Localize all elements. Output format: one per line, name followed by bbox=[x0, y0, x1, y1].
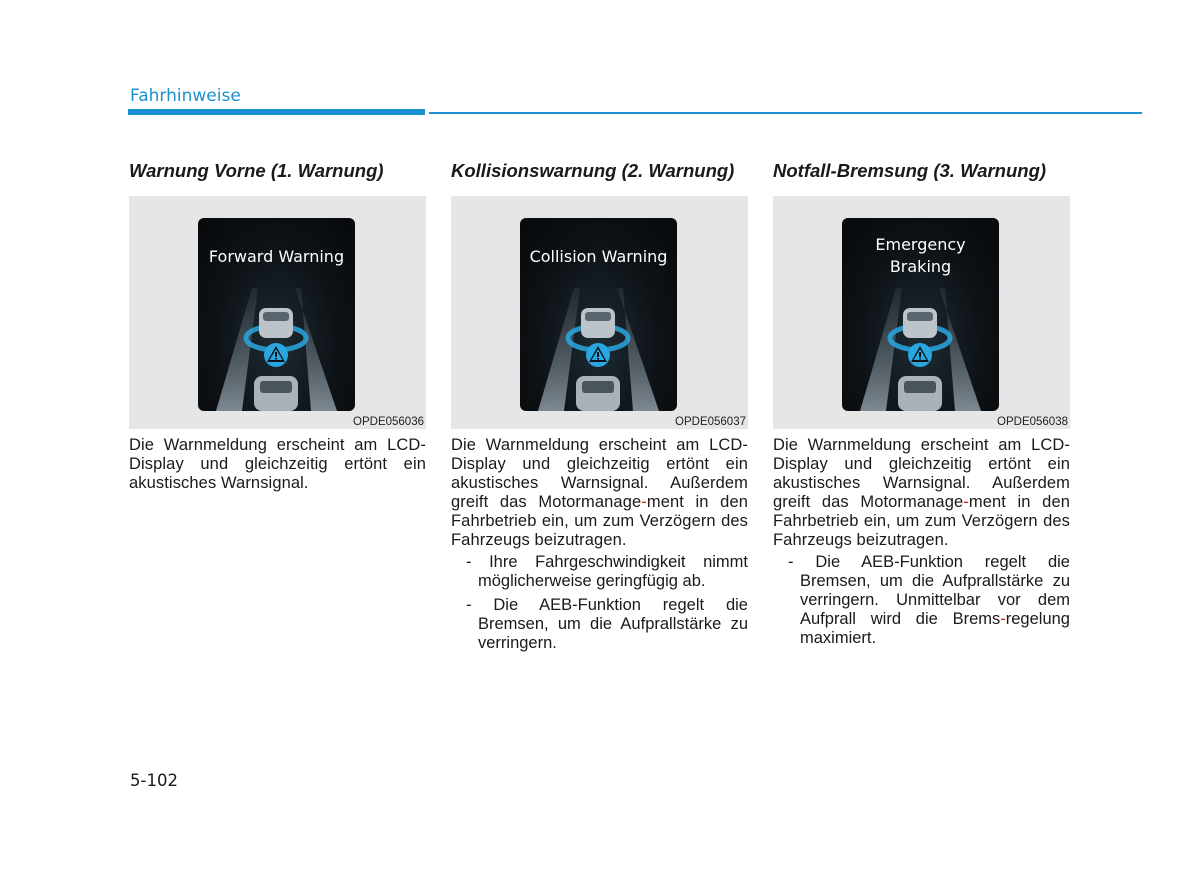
ego-car-icon bbox=[898, 376, 942, 411]
column-heading: Warnung Vorne (1. Warnung) bbox=[129, 160, 384, 181]
column-collision-warning bbox=[451, 158, 748, 658]
car-icon bbox=[259, 308, 293, 338]
section-title: Fahrhinweise bbox=[130, 86, 241, 106]
bullet-item bbox=[451, 596, 748, 653]
ego-car-icon bbox=[576, 376, 620, 411]
figure-code: OPDE056037 bbox=[675, 416, 746, 428]
figure-code: OPDE056036 bbox=[353, 416, 424, 428]
figure-emergency-braking bbox=[773, 196, 1070, 429]
bullet-list bbox=[773, 553, 1070, 648]
bullet-text: - Die AEB-Funktion regelt die Bremsen, um die Aufprallstärke zu verringern. Unmittelbar vor dem Aufprall wird die Brems bbox=[788, 553, 1070, 628]
header-rule-thin bbox=[429, 112, 1142, 114]
bullet-list bbox=[451, 553, 748, 653]
paragraph-text: Die Warnmeldung erscheint am LCD-Display und gleichzeitig ertönt ein akustisches Warnsignal. bbox=[129, 436, 426, 492]
bullet-text: - Ihre Fahrgeschwindigkeit nimmt möglicherweise geringfügig ab. bbox=[466, 553, 748, 590]
warning-triangle-icon bbox=[586, 343, 610, 367]
column-emergency-braking bbox=[773, 158, 1070, 653]
page-number: 5-102 bbox=[130, 771, 178, 790]
warning-triangle-icon bbox=[264, 343, 288, 367]
bullet-text: regelung maximiert. bbox=[800, 610, 1070, 647]
paragraph-text: ment in den Fahrbetrieb ein, um zum Verzögern des Fahrzeugs beizutragen. bbox=[451, 493, 748, 549]
figure-collision-warning bbox=[451, 196, 748, 429]
road-scene-graphic bbox=[842, 218, 999, 411]
column-heading: Kollisionswarnung (2. Warnung) bbox=[451, 160, 735, 181]
cluster-display bbox=[520, 218, 677, 411]
car-icon bbox=[903, 308, 937, 338]
ego-car-icon bbox=[254, 376, 298, 411]
figure-code: OPDE056038 bbox=[997, 416, 1068, 428]
body-paragraph bbox=[451, 436, 748, 550]
bullet-item bbox=[451, 553, 748, 591]
road-scene-graphic bbox=[198, 218, 355, 411]
header-rule-thick bbox=[128, 109, 425, 115]
paragraph-text: Die Warnmeldung erscheint am LCD-Display und gleichzeitig ertönt ein akustisches Warnsignal. Außerdem greift das Motormanage bbox=[451, 436, 748, 511]
column-forward-warning bbox=[129, 158, 426, 493]
display-message-line: Braking bbox=[889, 257, 952, 276]
display-message-line: Forward Warning bbox=[208, 247, 345, 266]
hyphen-mark: - bbox=[963, 493, 969, 511]
figure-forward-warning bbox=[129, 196, 426, 429]
warning-triangle-icon bbox=[908, 343, 932, 367]
display-message-line: Collision Warning bbox=[529, 247, 668, 266]
paragraph-text: ment in den Fahrbetrieb ein, um zum Verzögern des Fahrzeugs beizutragen. bbox=[773, 493, 1070, 549]
body-paragraph bbox=[773, 436, 1070, 550]
column-heading: Notfall-Bremsung (3. Warnung) bbox=[773, 160, 1047, 181]
cluster-display bbox=[842, 218, 999, 411]
paragraph-text: Die Warnmeldung erscheint am LCD-Display und gleichzeitig ertönt ein akustisches Warnsignal. Außerdem greift das Motormanage bbox=[773, 436, 1070, 511]
display-message-line: Emergency bbox=[875, 235, 966, 254]
bullet-item bbox=[773, 553, 1070, 648]
car-icon bbox=[581, 308, 615, 338]
hyphen-mark: - bbox=[641, 493, 647, 511]
bullet-text: - Die AEB-Funktion regelt die Bremsen, um die Aufprallstärke zu verringern. bbox=[466, 596, 748, 652]
body-paragraph bbox=[129, 436, 426, 493]
road-scene-graphic bbox=[520, 218, 677, 411]
cluster-display bbox=[198, 218, 355, 411]
hyphen-mark: - bbox=[1000, 610, 1006, 628]
